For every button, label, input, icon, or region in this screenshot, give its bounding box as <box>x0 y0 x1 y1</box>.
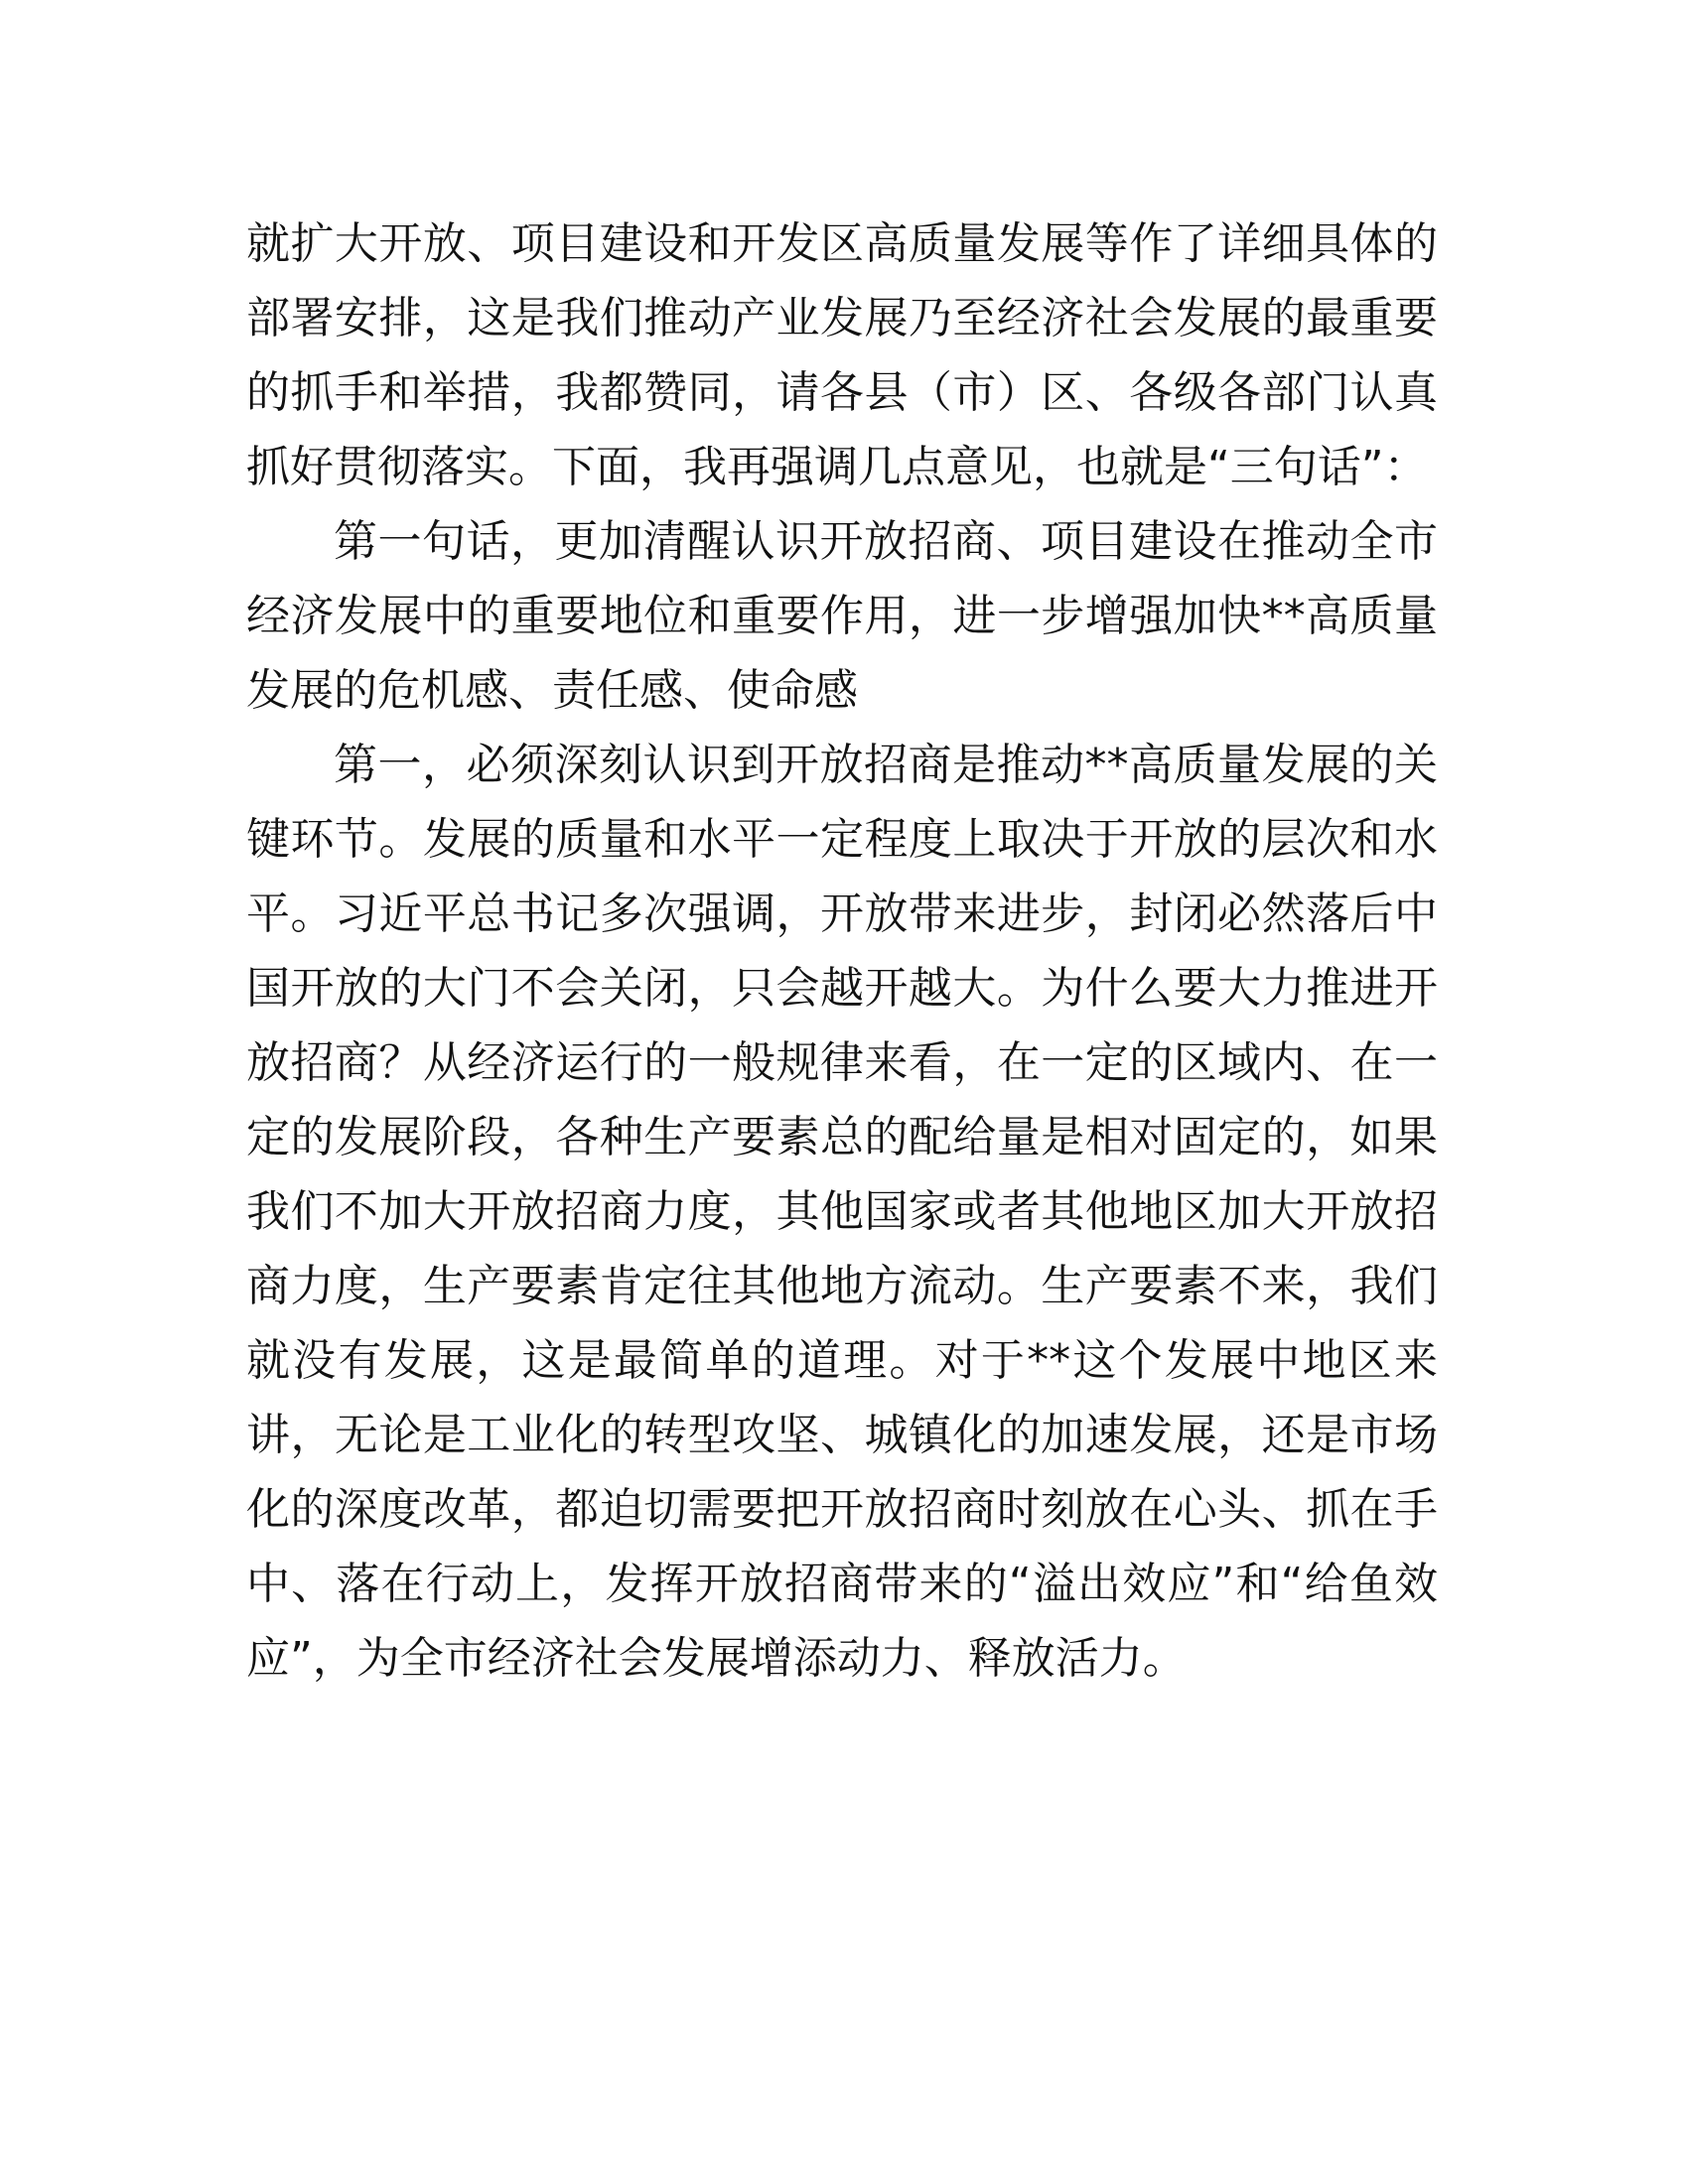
paragraph-first-point-body: 第一，必须深刻认识到开放招商是推动**高质量发展的关键环节。发展的质量和水平一定程度上取决于开放的层次和水平。习近平总书记多次强调，开放带来进步，封闭必然落后中国开放的大门不会关闭，只会越开越大。为什么要大力推进开放招商？从经济运行的一般规律来看，在一定的区域内、在一定的发展阶段，各种生产要素总的配给量是相对固定的，如果我们不加大开放招商力度，其他国家或者其他地区加大开放招商力度，生产要素肯定往其他地方流动。生产要素不来，我们就没有发展，这是最简单的道理。对于**这个发展中地区来讲，无论是工业化的转型攻坚、城镇化的加速发展，还是市场化的深度改革，都迫切需要把开放招商时刻放在心头、抓在手中、落在行动上，发挥开放招商带来的“溢出效应”和“给鱼效应”，为全市经济社会发展增添动力、释放活力。 <box>246 740 1438 1684</box>
document-body <box>246 206 1438 1696</box>
paragraph-intro: 就扩大开放、项目建设和开发区高质量发展等作了详细具体的部署安排，这是我们推动产业发展乃至经济社会发展的最重要的抓手和举措，我都赞同，请各县（市）区、各级各部门认真抓好贯彻落实。下面，我再强调几点意见，也就是“三句话”： <box>246 218 1438 492</box>
paragraph-first-point-heading: 第一句话，更加清醒认识开放招商、项目建设在推动全市经济发展中的重要地位和重要作用，进一步增强加快**高质量发展的危机感、责任感、使命感 <box>246 516 1438 716</box>
